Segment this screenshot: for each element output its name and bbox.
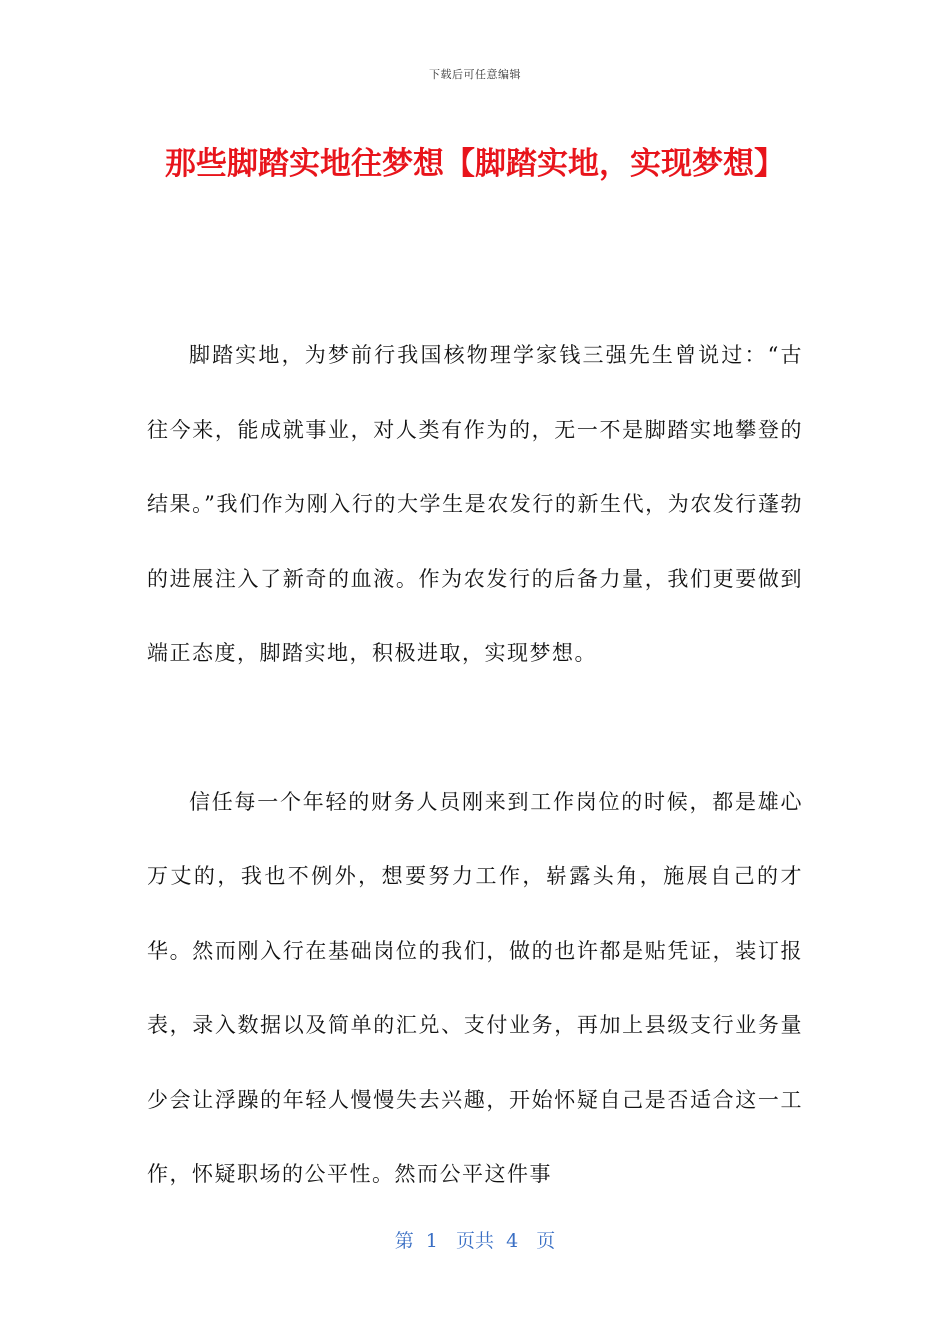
document-title: 那些脚踏实地往梦想【脚踏实地，实现梦想】 <box>165 146 785 182</box>
header-note: 下载后可任意编辑 <box>429 68 521 81</box>
body-paragraph-2: 信任每一个年轻的财务人员刚来到工作岗位的时候，都是雄心万丈的，我也不例外，想要努力工作，崭露头角，施展自己的才华。然而刚入行在基础岗位的我们，做的也许都是贴凭证，装订报表，录入数据以及简单的汇兑、支付业务，再加上县级支行业务量少会让浮躁的年轻人慢慢失去兴趣，开始怀疑自己是否适合这一工作，怀疑职场的公平性。然而公平这件事 <box>147 789 803 1186</box>
page-number-footer: 第 1 页共 4 页 <box>394 1230 556 1252</box>
document-body <box>147 318 803 1212</box>
body-paragraph-1: 脚踏实地，为梦前行我国核物理学家钱三强先生曾说过：“古往今来，能成就事业，对人类有作为的，无一不是脚踏实地攀登的结果。”我们作为刚入行的大学生是农发行的新生代，为农发行蓬勃的进展注入了新奇的血液。作为农发行的后备力量，我们更要做到端正态度，脚踏实地，积极进取，实现梦想。 <box>147 343 803 665</box>
